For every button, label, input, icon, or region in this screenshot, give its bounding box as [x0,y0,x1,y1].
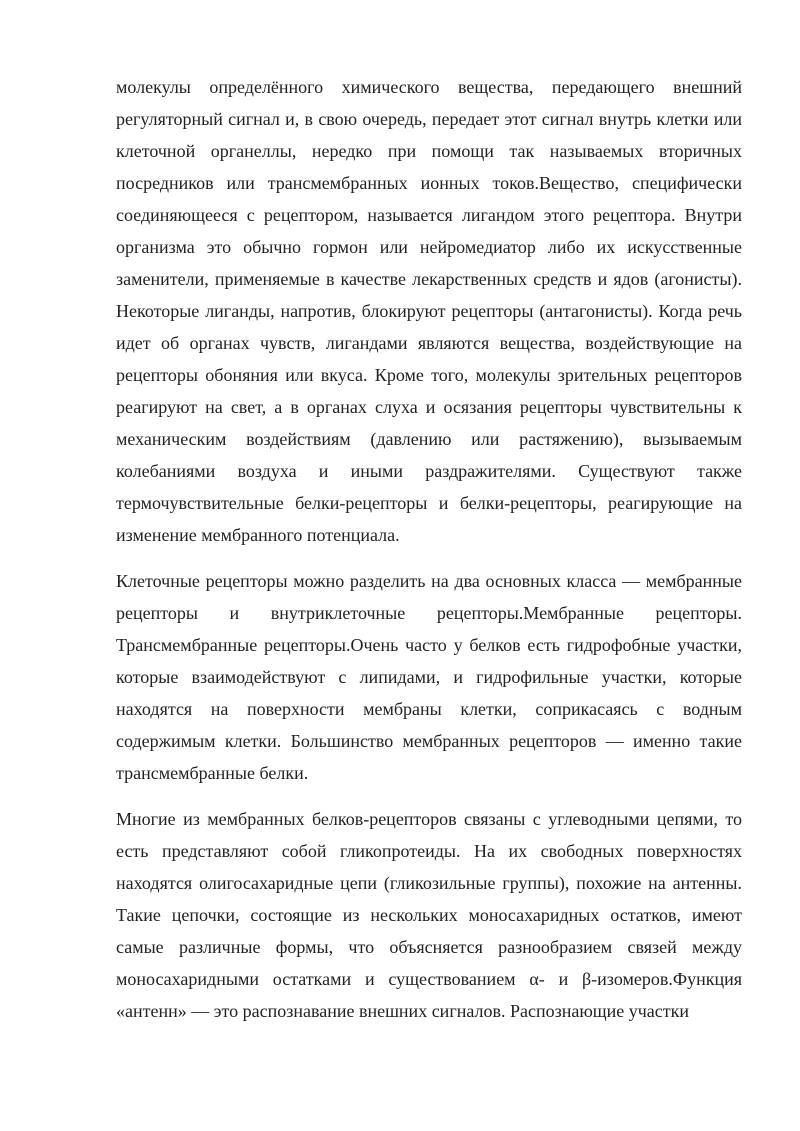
paragraph-glycoproteins: Многие из мембранных белков-рецепторов связаны с углеводными цепями, то есть представляют собой гликопротеиды. На их свободных поверхностях находятся олигосахаридные цепи (гликозильные группы), похожие на антенны. Такие цепочки, состоящие из нескольких моносахаридных остатков, имеют самые различные формы, что объясняется разнообразием связей между моносахаридными остатками и существованием α- и β-изомеров.Функция «антенн» — это распознавание внешних сигналов. Распознающие участки [116,809,742,1021]
paragraph-receptor-definition: молекулы определённого химического вещества, передающего внешний регуляторный сигнал и, в свою очередь, передает этот сигнал внутрь клетки или клеточной органеллы, нередко при помощи так называемых вторичных посредников или трансмембранных ионных токов.Вещество, специфически соединяющееся с рецептором, называется лигандом этого рецептора. Внутри организма это обычно гормон или нейромедиатор либо их искусственные заменители, применяемые в качестве лекарственных средств и ядов (агонисты). Некоторые лиганды, напротив, блокируют рецепторы (антагонисты). Когда речь идет об органах чувств, лигандами являются вещества, воздействующие на рецепторы обоняния или вкуса. Кроме того, молекулы зрительных рецепторов реагируют на свет, а в органах слуха и осязания рецепторы чувствительны к механическим воздействиям (давлению или растяжению), вызываемым колебаниями воздуха и иными раздражителями. Существуют также термочувствительные белки-рецепторы и белки-рецепторы, реагирующие на изменение мембранного потенциала. [116,77,742,545]
document-page [116,71,742,1041]
paragraph-receptor-classes: Клеточные рецепторы можно разделить на два основных класса — мембранные рецепторы и внутриклеточные рецепторы.Мембранные рецепторы. Трансмембранные рецепторы.Очень часто у белков есть гидрофобные участки, которые взаимодействуют с липидами, и гидрофильные участки, которые находятся на поверхности мембраны клетки, соприкасаясь с водным содержимым клетки. Большинство мембранных рецепторов — именно такие трансмембранные белки. [116,571,742,783]
